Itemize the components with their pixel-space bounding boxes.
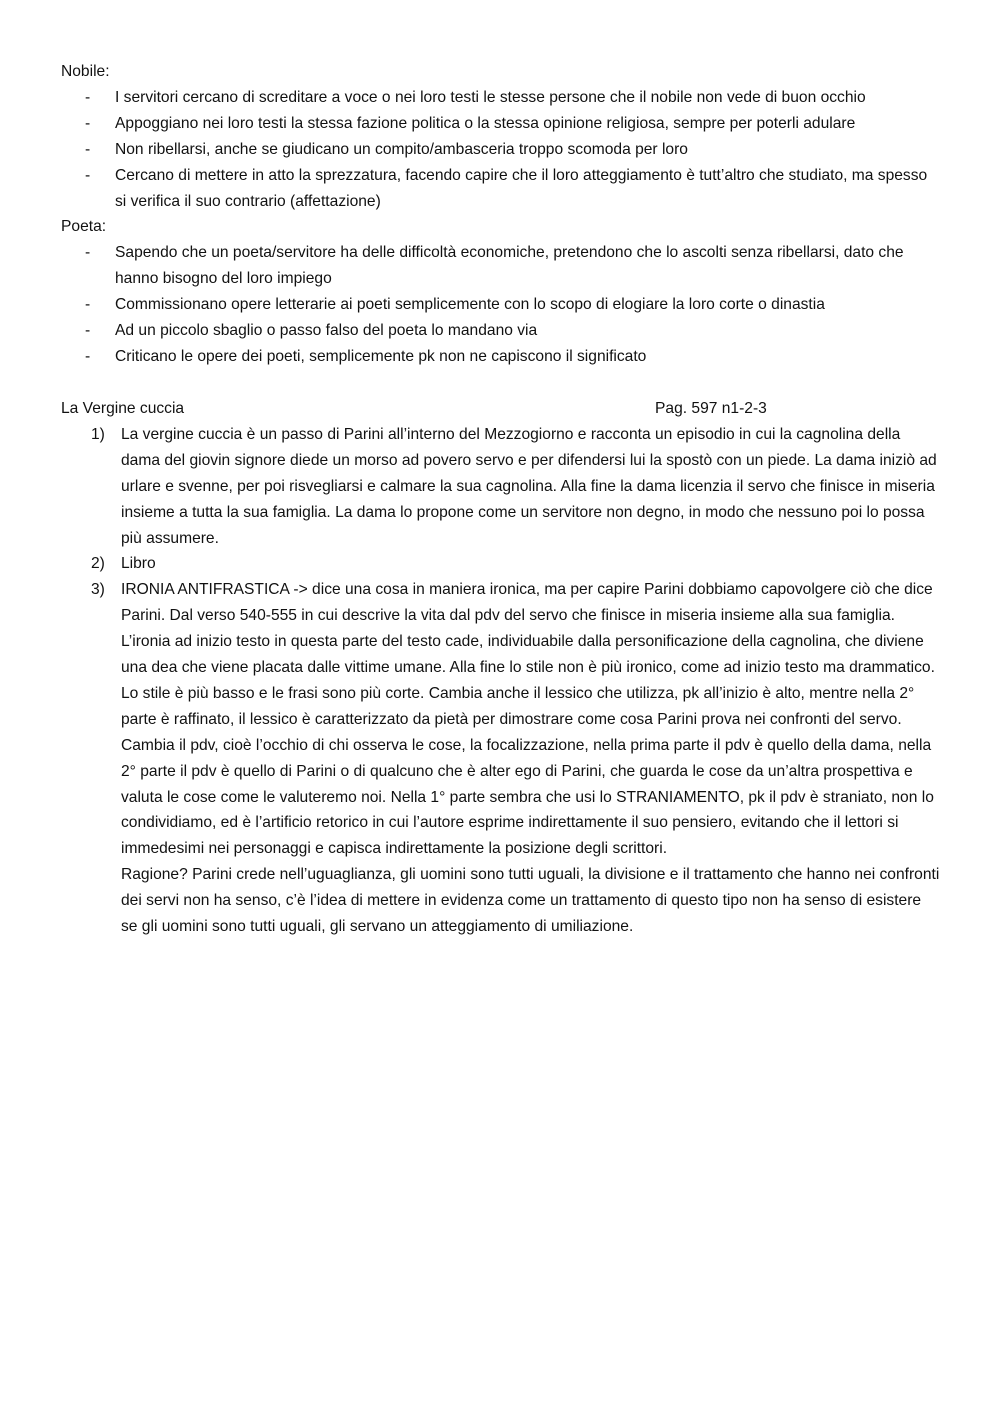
item-extra-paragraph: Ragione? Parini crede nell’uguaglianza, gli uomini sono tutti uguali, la divisione e il trattamento che hanno nei confronti dei servi non ha senso, c’è l’idea di mettere in evidenza come un trattamento di questo tipo non ha senso di esistere se gli uomini sono tutti uguali, gli servano un atteggiamento di umiliazione. (121, 866, 940, 936)
list-item-text: Appoggiano nei loro testi la stessa fazione politica o la stessa opinione religiosa, sempre per poterli adulare (115, 114, 856, 132)
item-text: Libro (121, 555, 156, 573)
list-item (61, 111, 941, 137)
dash-bullet: - (85, 244, 91, 262)
list-item-text: Commissionano opere letterarie ai poeti semplicemente con lo scopo di elogiare la loro corte o dinastia (115, 296, 825, 314)
list-item-text: Sapendo che un poeta/servitore ha delle difficoltà economiche, pretendono che lo ascolti senza ribellarsi, dato che hanno bisogno del loro impiego (115, 244, 904, 288)
section-title-poeta: Poeta: (61, 218, 107, 236)
list-item (61, 344, 941, 370)
item-number: 3) (91, 581, 105, 599)
dash-bullet: - (85, 114, 91, 132)
list-item-text: Ad un piccolo sbaglio o passo falso del poeta lo mandano via (115, 322, 538, 340)
list-item (61, 240, 941, 292)
dash-bullet: - (85, 88, 91, 106)
poeta-list (61, 240, 941, 370)
section-title-nobile: Nobile: (61, 63, 110, 80)
dash-bullet: - (85, 347, 91, 365)
dash-bullet: - (85, 322, 91, 340)
item-text: La vergine cuccia è un passo di Parini all’interno del Mezzogiorno e racconta un episodio in cui la cagnolina della dama del giovin signore diede un morso ad povero servo e per difendersi lui la spostò con un piede. La dama iniziò ad urlare e svenne, per poi risvegliarsi e calmare la sua cagnolina. Alla fine la dama licenzia il servo che finisce in miseria insieme a tutta la sua famiglia. La dama lo propone come un servitore non degno, in modo che nessuno poi lo possa più assumere. (121, 425, 937, 547)
page-reference: Pag. 597 n1-2-3 (655, 399, 767, 417)
dash-bullet: - (85, 166, 91, 184)
list-item (61, 163, 941, 215)
vergine-header (61, 396, 941, 422)
nobile-list (61, 85, 941, 215)
section-title-vergine: La Vergine cuccia (61, 399, 185, 417)
dash-bullet: - (85, 296, 91, 314)
list-item (61, 318, 941, 344)
item-number: 2) (91, 555, 105, 573)
numbered-item (61, 577, 941, 940)
numbered-item (61, 422, 941, 552)
blank-line (61, 370, 941, 396)
list-item-text: I servitori cercano di screditare a voce o nei loro testi le stesse persone che il nobile non vede di buon occhio (115, 88, 866, 106)
item-number: 1) (91, 425, 105, 443)
list-item-text: Criticano le opere dei poeti, semplicemente pk non ne capiscono il significato (115, 347, 647, 365)
document-page (61, 59, 941, 940)
list-item (61, 292, 941, 318)
list-item (61, 137, 941, 163)
numbered-item (61, 551, 941, 577)
dash-bullet: - (85, 140, 91, 158)
list-item-text: Non ribellarsi, anche se giudicano un compito/ambasceria troppo scomoda per loro (115, 140, 688, 158)
vergine-list (61, 422, 941, 940)
item-text: IRONIA ANTIFRASTICA -> dice una cosa in maniera ironica, ma per capire Parini dobbiamo capovolgere ciò che dice Parini. Dal verso 540-555 in cui descrive la vita dal pdv del servo che finisce in miseria insieme alla sua famiglia. L’ironia ad inizio testo in questa parte del testo cade, individuabile dalla personificazione della cagnolina, che diviene una dea che viene placata dalle vittime umane. Alla fine lo stile non è più ironico, come ad inizio testo ma drammatico. Lo stile è più basso e le frasi sono più corte. Cambia anche il lessico che utilizza, pk all’inizio è alto, mentre nella 2° parte è raffinato, il lessico è caratterizzato da pietà per dimostrare come cosa Parini prova nei confronti del servo. Cambia il pdv, cioè l’occhio di chi osserva le cose, la focalizzazione, nella prima parte il pdv è quello della dama, nella 2° parte il pdv è quello di Parini o di qualcuno che è alter ego di Parini, che guarda le cose da un’altra prospettiva e valuta le cose come le valuteremo noi. Nella 1° parte sembra che usi lo STRANIAMENTO, pk il pdv è straniato, non lo condividiamo, ed è l’artificio retorico in cui l’autore esprime indirettamente il suo pensiero, evitando che il lettori si immedesimi nei personaggi e capisca indirettamente la posizione degli scrittori. (121, 581, 935, 858)
list-item (61, 85, 941, 111)
list-item-text: Cercano di mettere in atto la sprezzatura, facendo capire che il loro atteggiamento è tutt’altro che studiato, ma spesso si verifica il suo contrario (affettazione) (115, 166, 928, 210)
